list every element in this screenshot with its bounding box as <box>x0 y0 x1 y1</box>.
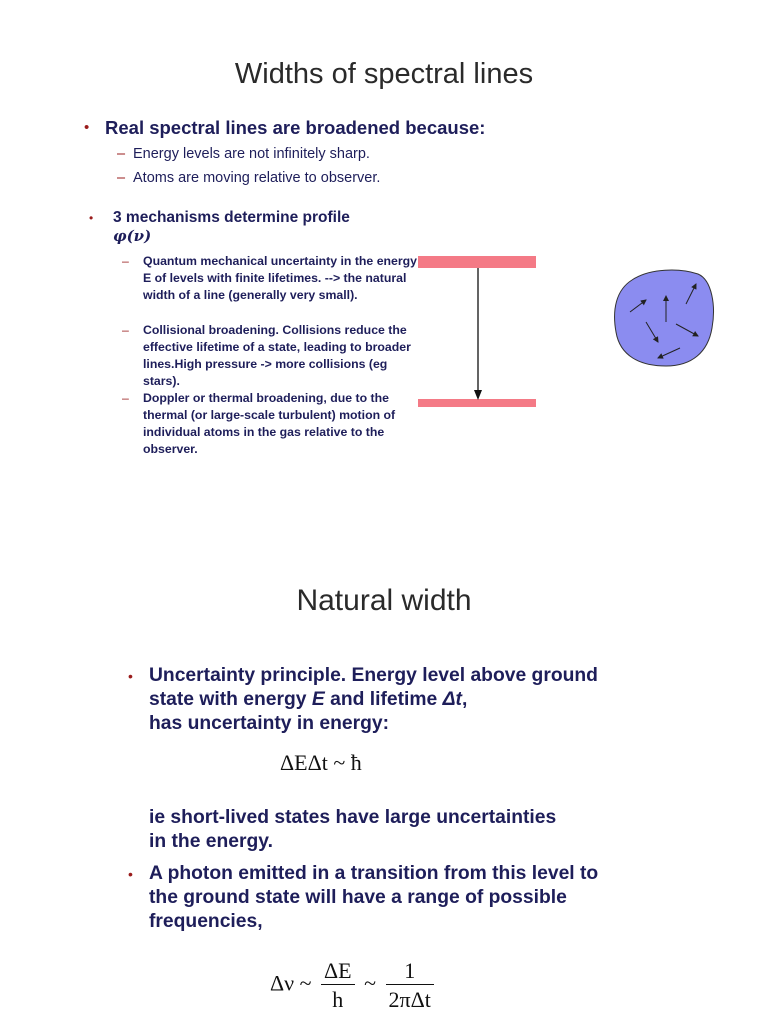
sub-text: Atoms are moving relative to observer. <box>133 170 381 186</box>
bullet-dot: • <box>128 866 133 882</box>
bullet-text: A photon emitted in a transition from this level to the ground state will have a range of possible frequencies, <box>149 863 599 932</box>
bullet-text-part: Uncertainty principle. Energy level above ground state with energy <box>149 665 598 710</box>
bullet-three-mechanisms <box>89 209 350 245</box>
slide-title-natural-width: Natural width <box>296 584 472 617</box>
dash: – <box>122 323 129 337</box>
mechanism-text: Collisional broadening. Collisions reduce the effective lifetime of a state, leading to broader lines.High pressure -> more collisions (eg stars). <box>143 323 411 388</box>
sub-bullet-energy-levels <box>117 146 370 162</box>
bullet-broadened <box>84 117 486 139</box>
fraction-denominator: h <box>321 984 355 1013</box>
bullet-text: Real spectral lines are broadened because: <box>105 117 486 138</box>
lifetime-symbol: Δt <box>442 689 462 710</box>
dash: – <box>117 146 126 162</box>
fraction-delta-e-over-h <box>321 958 355 1013</box>
gas-cloud <box>615 270 714 366</box>
fraction-numerator: ΔE <box>324 958 352 983</box>
bullet-text-part: and lifetime <box>324 689 443 710</box>
bullet-dot: • <box>84 119 90 136</box>
fraction-denominator: 2πΔt <box>386 984 434 1013</box>
frequency-width-formula <box>270 958 438 1013</box>
bullet-dot: • <box>89 211 94 225</box>
bullet-text-part: , <box>461 689 468 710</box>
dash: – <box>117 170 126 186</box>
sub-bullet-atoms-moving <box>117 170 381 186</box>
transition-arrow-head <box>474 390 482 400</box>
uncertainty-formula: ΔEΔt ~ ħ <box>280 750 362 775</box>
slide-title-spectral-widths: Widths of spectral lines <box>234 58 534 90</box>
gas-cloud-diagram <box>610 266 718 370</box>
bullet-photon-emitted <box>128 862 619 934</box>
bullet-text-tail: has uncertainty in energy: <box>149 713 390 734</box>
mechanism-text: Quantum mechanical uncertainty in the energy E of levels with finite lifetimes. --> the natural width of a line (generally very small). <box>143 254 418 302</box>
upper-level-bar <box>418 256 536 268</box>
fraction-numerator: 1 <box>404 958 416 983</box>
energy-level-diagram <box>410 248 545 418</box>
energy-symbol: E <box>311 689 325 710</box>
fraction-one-over-two-pi-delta-t <box>386 958 434 1013</box>
dash: – <box>122 391 129 405</box>
sub-text: Energy levels are not infinitely sharp. <box>133 146 370 162</box>
bullet-dot: • <box>128 668 133 684</box>
mechanism-doppler <box>122 390 418 458</box>
profile-symbol: φ(ν) <box>113 227 152 245</box>
mechanism-natural <box>122 253 418 304</box>
formula-lhs: Δν ~ <box>270 970 312 996</box>
formula-tilde: ~ <box>364 970 376 996</box>
mechanism-text: Doppler or thermal broadening, due to the thermal (or large-scale turbulent) motion of individual atoms in the gas relative to the observer. <box>143 391 396 456</box>
short-lived-states-text: ie short-lived states have large uncertainties in the energy. <box>149 807 557 852</box>
mechanism-collisional <box>122 322 418 390</box>
bullet-uncertainty-principle <box>128 664 619 736</box>
bullet-text: 3 mechanisms determine profile <box>113 209 350 226</box>
lower-level-bar <box>418 399 536 407</box>
dash: – <box>122 254 129 268</box>
